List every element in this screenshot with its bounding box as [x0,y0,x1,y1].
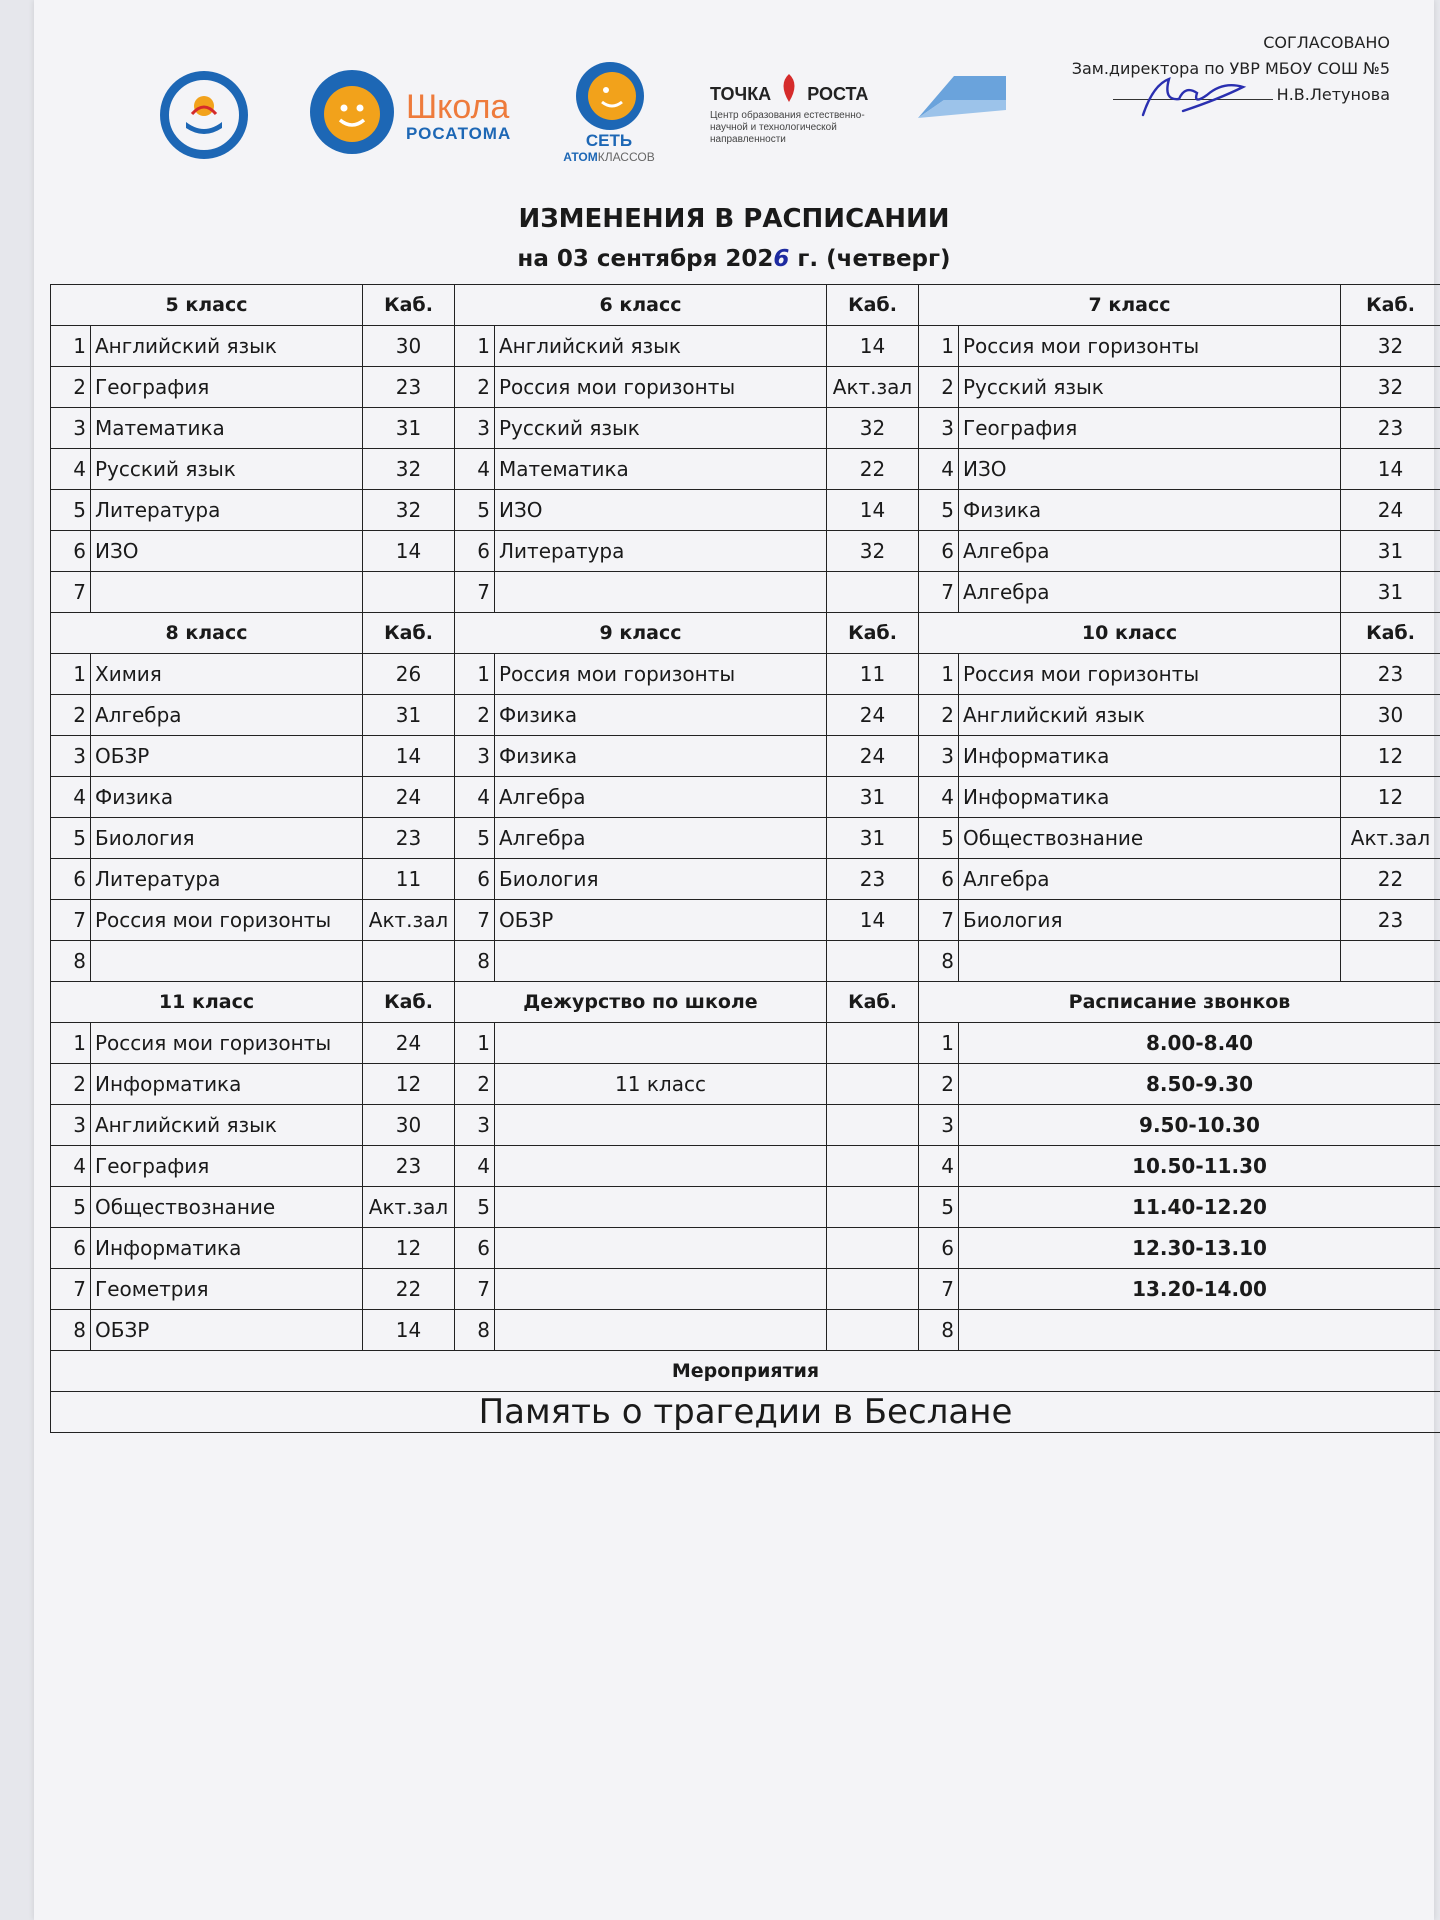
subject-cell: Россия мои горизонты [959,326,1341,367]
tochka-rosta-logo [710,72,910,146]
room-cell: 22 [363,1269,455,1310]
date-suffix: г. (четверг) [789,246,951,272]
subject-cell [91,941,363,982]
subject-cell: Английский язык [91,326,363,367]
subject-cell: Русский язык [91,449,363,490]
lesson-number: 8 [919,941,959,982]
subject-cell: Алгебра [495,777,827,818]
bell-number: 7 [919,1269,959,1310]
table-row [51,1187,1440,1228]
room-cell: 14 [363,1310,455,1351]
room-header: Каб. [827,613,919,654]
room-cell [1341,941,1440,982]
class-header: 6 класс [455,285,827,326]
room-cell: 14 [827,326,919,367]
lesson-number: 1 [51,1023,91,1064]
room-cell: 23 [1341,408,1440,449]
room-cell: 23 [363,1146,455,1187]
duty-number: 8 [455,1310,495,1351]
table-row [51,1064,1440,1105]
room-cell: 14 [827,900,919,941]
page-date [34,246,1434,272]
bell-number: 4 [919,1146,959,1187]
duty-room-cell [827,1187,919,1228]
subject-cell: Английский язык [959,695,1341,736]
room-cell: 30 [363,326,455,367]
lesson-number: 3 [919,736,959,777]
room-cell: Акт.зал [1341,818,1440,859]
room-cell: 31 [827,777,919,818]
block3-header-row [51,982,1440,1023]
room-header: Каб. [363,982,455,1023]
set-logo-title: СЕТЬ [585,131,633,150]
subject-cell: ИЗО [91,531,363,572]
table-row [51,900,1440,941]
subject-cell: Физика [91,777,363,818]
lesson-number: 6 [455,531,495,572]
events-text: Память о трагедии в Беслане [51,1392,1440,1433]
subject-cell: Химия [91,654,363,695]
lesson-number: 6 [919,531,959,572]
room-cell: 24 [1341,490,1440,531]
duty-room-cell [827,1105,919,1146]
lesson-number: 7 [455,900,495,941]
lesson-number: 3 [51,408,91,449]
table-row [51,818,1440,859]
document-sheet [34,0,1434,1920]
table-row [51,736,1440,777]
table-row [51,777,1440,818]
room-cell [827,941,919,982]
approval-name: Н.В.Летунова [1276,85,1390,104]
lesson-number: 8 [51,941,91,982]
subject-cell: География [91,367,363,408]
room-cell: 14 [827,490,919,531]
bell-time-cell: 11.40-12.20 [959,1187,1440,1228]
duty-number: 6 [455,1228,495,1269]
room-header: Каб. [827,285,919,326]
room-header: Каб. [827,982,919,1023]
table-row [51,1269,1440,1310]
subject-cell: Алгебра [959,531,1341,572]
room-cell: 12 [363,1064,455,1105]
room-cell: 31 [363,408,455,449]
table-row [51,326,1440,367]
lesson-number: 6 [919,859,959,900]
school-emblem-logo [152,70,256,160]
class-header-row [51,285,1440,326]
duty-cell: 11 класс [495,1064,827,1105]
subject-cell: География [959,408,1341,449]
events-header: Мероприятия [51,1351,1440,1392]
tochka-desc-line2: научной и технологической [710,122,837,133]
subject-cell: Физика [495,695,827,736]
signature-line [1113,99,1273,100]
lesson-number: 5 [51,490,91,531]
table-row [51,572,1440,613]
blue-banner-logo [914,70,1010,122]
subject-cell: Физика [959,490,1341,531]
class-header-row [51,613,1440,654]
room-cell: 12 [1341,736,1440,777]
subject-cell [91,572,363,613]
duty-number: 5 [455,1187,495,1228]
bell-time-cell: 13.20-14.00 [959,1269,1440,1310]
table-row [51,1105,1440,1146]
tochka-desc-line1: Центр образования естественно- [710,110,865,121]
subject-cell: ОБЗР [91,1310,363,1351]
subject-cell: ИЗО [959,449,1341,490]
subject-cell: Обществознание [959,818,1341,859]
bell-number: 3 [919,1105,959,1146]
subject-cell: Математика [495,449,827,490]
duty-room-cell [827,1146,919,1187]
room-cell: 14 [1341,449,1440,490]
room-cell [363,941,455,982]
subject-cell: Россия мои горизонты [959,654,1341,695]
room-cell: 22 [1341,859,1440,900]
subject-cell: Литература [91,490,363,531]
room-cell: Акт.зал [827,367,919,408]
subject-cell: Россия мои горизонты [91,1023,363,1064]
room-cell: 23 [363,818,455,859]
table-row [51,1146,1440,1187]
duty-room-cell [827,1023,919,1064]
lesson-number: 4 [51,777,91,818]
room-cell: 30 [363,1105,455,1146]
subject-cell: Алгебра [959,859,1341,900]
lesson-number: 2 [919,367,959,408]
duty-room-cell [827,1310,919,1351]
duty-cell [495,1310,827,1351]
room-cell: 30 [1341,695,1440,736]
table-row [51,408,1440,449]
room-cell: 24 [827,695,919,736]
tochka-leaf-icon [778,72,800,106]
lesson-number: 4 [51,1146,91,1187]
subject-cell: Алгебра [495,818,827,859]
page-title: ИЗМЕНЕНИЯ В РАСПИСАНИИ [518,204,950,234]
subject-cell [959,941,1341,982]
room-cell: 24 [363,777,455,818]
lesson-number: 1 [51,654,91,695]
room-cell: 31 [1341,572,1440,613]
room-cell: 32 [363,449,455,490]
lesson-number: 3 [455,736,495,777]
subject-cell: Россия мои горизонты [91,900,363,941]
subject-cell: ИЗО [495,490,827,531]
bell-number: 6 [919,1228,959,1269]
bell-time-cell: 8.00-8.40 [959,1023,1440,1064]
lesson-number: 4 [919,777,959,818]
table-row [51,1023,1440,1064]
lesson-number: 1 [51,326,91,367]
subject-cell: Биология [959,900,1341,941]
lesson-number: 1 [919,326,959,367]
lesson-number: 5 [51,1187,91,1228]
lesson-number: 2 [455,367,495,408]
subject-cell: Литература [91,859,363,900]
duty-room-cell [827,1064,919,1105]
bells-header: Расписание звонков [919,982,1440,1023]
lesson-number: 3 [455,408,495,449]
room-header: Каб. [363,613,455,654]
lesson-number: 7 [51,572,91,613]
room-cell: 11 [363,859,455,900]
set-atomklassov-logo-mark [568,60,652,132]
lesson-number: 4 [51,449,91,490]
room-cell: 31 [827,818,919,859]
table-row [51,941,1440,982]
lesson-number: 3 [919,408,959,449]
room-cell: 32 [1341,326,1440,367]
lesson-number: 5 [455,818,495,859]
tochka-logo-word-b: РОСТА [807,84,869,104]
duty-number: 2 [455,1064,495,1105]
room-cell: 14 [363,531,455,572]
lesson-number: 6 [51,531,91,572]
subject-cell: Биология [495,859,827,900]
events-body-row [51,1392,1440,1433]
subject-cell: Геометрия [91,1269,363,1310]
room-cell: 11 [827,654,919,695]
class-header: 7 класс [919,285,1341,326]
lesson-number: 7 [919,900,959,941]
subject-cell: Информатика [91,1228,363,1269]
table-row [51,1228,1440,1269]
room-cell: 23 [827,859,919,900]
lesson-number: 5 [919,818,959,859]
lesson-number: 8 [455,941,495,982]
lesson-number: 3 [51,736,91,777]
lesson-number: 4 [455,777,495,818]
lesson-number: 2 [919,695,959,736]
subject-cell: ОБЗР [91,736,363,777]
logo-strip [144,60,1024,180]
subject-cell: География [91,1146,363,1187]
table-row [51,449,1440,490]
room-cell: 12 [363,1228,455,1269]
table-row [51,531,1440,572]
subject-cell: Алгебра [91,695,363,736]
handwritten-signature [1123,65,1283,125]
subject-cell: Информатика [959,736,1341,777]
lesson-number: 1 [919,654,959,695]
shkola-logo-subtitle: РОСАТОМА [406,124,512,143]
subject-cell: Россия мои горизонты [495,367,827,408]
approval-position: Зам.директора по УВР МБОУ СОШ №5 [1071,59,1390,78]
bell-time-cell: 12.30-13.10 [959,1228,1440,1269]
room-cell: 23 [1341,900,1440,941]
duty-number: 1 [455,1023,495,1064]
lesson-number: 6 [51,859,91,900]
room-cell: 23 [363,367,455,408]
class-header: 8 класс [51,613,363,654]
room-cell: 32 [1341,367,1440,408]
room-cell: 14 [363,736,455,777]
room-cell: 24 [827,736,919,777]
lesson-number: 2 [455,695,495,736]
date-handwritten-digit: 6 [773,246,790,272]
lesson-number: 3 [51,1105,91,1146]
bell-number: 5 [919,1187,959,1228]
lesson-number: 6 [455,859,495,900]
class-header: 11 класс [51,982,363,1023]
approval-heading: СОГЛАСОВАНО [1263,33,1390,52]
bell-time-cell [959,1310,1440,1351]
table-row [51,367,1440,408]
room-cell: 31 [1341,531,1440,572]
subject-cell [495,572,827,613]
lesson-number: 1 [455,326,495,367]
class-header: 9 класс [455,613,827,654]
duty-cell [495,1228,827,1269]
table-row [51,654,1440,695]
subject-cell: Обществознание [91,1187,363,1228]
subject-cell: Алгебра [959,572,1341,613]
lesson-number: 5 [455,490,495,531]
lesson-number: 5 [919,490,959,531]
room-cell [363,572,455,613]
approval-block [1072,30,1390,108]
bell-time-cell: 9.50-10.30 [959,1105,1440,1146]
subject-cell: Биология [91,818,363,859]
subject-cell: ОБЗР [495,900,827,941]
bell-number: 1 [919,1023,959,1064]
subject-cell: Английский язык [91,1105,363,1146]
lesson-number: 2 [51,367,91,408]
duty-header: Дежурство по школе [455,982,827,1023]
schedule-table [50,284,1440,1433]
lesson-number: 6 [51,1228,91,1269]
bell-time-cell: 8.50-9.30 [959,1064,1440,1105]
tochka-desc-line3: направленности [710,134,786,145]
room-header: Каб. [1341,613,1440,654]
lesson-number: 7 [919,572,959,613]
date-prefix: на 03 сентября 202 [517,246,774,272]
room-cell: 32 [827,408,919,449]
room-cell: 32 [363,490,455,531]
duty-number: 7 [455,1269,495,1310]
duty-cell [495,1187,827,1228]
room-cell: 12 [1341,777,1440,818]
duty-cell [495,1023,827,1064]
duty-cell [495,1269,827,1310]
shkola-logo-title: Школа [406,88,510,126]
subject-cell: Английский язык [495,326,827,367]
room-header: Каб. [1341,285,1440,326]
duty-cell [495,1146,827,1187]
lesson-number: 7 [51,900,91,941]
tochka-logo-word-a: ТОЧКА [710,84,772,104]
lesson-number: 2 [51,695,91,736]
room-cell: 26 [363,654,455,695]
lesson-number: 7 [51,1269,91,1310]
bell-number: 8 [919,1310,959,1351]
subject-cell: Математика [91,408,363,449]
room-cell: 32 [827,531,919,572]
subject-cell: Русский язык [495,408,827,449]
bell-time-cell: 10.50-11.30 [959,1146,1440,1187]
lesson-number: 2 [51,1064,91,1105]
duty-room-cell [827,1269,919,1310]
set-logo-sub: КЛАССОВ [597,150,655,164]
duty-number: 4 [455,1146,495,1187]
set-logo-sub-bold: АТОМ [563,150,598,164]
subject-cell: Литература [495,531,827,572]
duty-room-cell [827,1228,919,1269]
subject-cell: Русский язык [959,367,1341,408]
lesson-number: 7 [455,572,495,613]
lesson-number: 1 [455,654,495,695]
room-cell: 22 [827,449,919,490]
room-cell: 24 [363,1023,455,1064]
room-cell: 31 [363,695,455,736]
lesson-number: 5 [51,818,91,859]
lesson-number: 4 [919,449,959,490]
table-row [51,695,1440,736]
shkola-rosatoma-logo-mark [304,66,400,158]
duty-cell [495,1105,827,1146]
table-row [51,490,1440,531]
class-header: 5 класс [51,285,363,326]
bell-number: 2 [919,1064,959,1105]
room-cell: Акт.зал [363,1187,455,1228]
room-cell: 23 [1341,654,1440,695]
subject-cell: Информатика [959,777,1341,818]
table-row [51,1310,1440,1351]
subject-cell: Информатика [91,1064,363,1105]
room-cell [827,572,919,613]
subject-cell: Россия мои горизонты [495,654,827,695]
events-header-row [51,1351,1440,1392]
table-row [51,859,1440,900]
lesson-number: 4 [455,449,495,490]
room-cell: Акт.зал [363,900,455,941]
lesson-number: 8 [51,1310,91,1351]
subject-cell: Физика [495,736,827,777]
subject-cell [495,941,827,982]
duty-number: 3 [455,1105,495,1146]
class-header: 10 класс [919,613,1341,654]
room-header: Каб. [363,285,455,326]
